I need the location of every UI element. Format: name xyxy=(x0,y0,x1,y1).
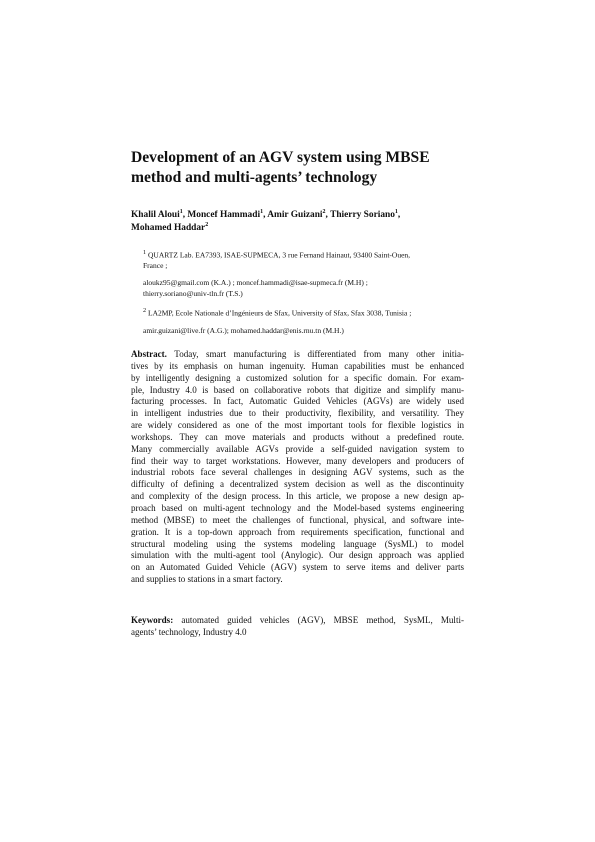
affiliation-mark: 1 xyxy=(143,249,147,256)
affiliation-line xyxy=(143,248,463,261)
author-affiliation-mark: 2 xyxy=(205,221,209,228)
keywords-line: agents’ technology, Industry 4.0 xyxy=(131,626,247,637)
keywords-label: Keywords: xyxy=(131,615,174,625)
author-name: Thierry Soriano xyxy=(330,210,395,220)
abstract-line: difficulty of defining a decentralized system decision as well as the discontinuity xyxy=(131,479,464,490)
abstract-line: structural modeling using the systems modeling language (SysML) to model xyxy=(131,538,464,549)
affiliations xyxy=(143,248,463,336)
abstract-line: method (MBSE) to meet the challenges of functional, physical, and software inte- xyxy=(131,514,464,525)
abstract-line: Many commercially available AGVs provide a self-guided navigation system to xyxy=(131,443,464,454)
abstract-line: by intelligently designing a customized solution for a specific domain. For exam- xyxy=(131,372,464,383)
keywords xyxy=(131,615,464,639)
affiliation-2-emails xyxy=(143,326,463,336)
author-name: Moncef Hammadi xyxy=(187,210,261,220)
affiliation-1-emails xyxy=(143,278,463,299)
abstract-line: on an Automated Guided Vehicle (AGV) system to serve items and deliver parts xyxy=(131,562,464,573)
author-name: Amir Guizani xyxy=(267,210,323,220)
abstract-line: simulation with the multi-agent tool (Anylogic). Our design approach was applied xyxy=(131,550,464,561)
abstract-line: and supplies to stations in a smart factory. xyxy=(131,574,283,585)
affiliation-text: LA2MP, Ecole Nationale d’Ingénieurs de Sfax, University of Sfax, Sfax 3038, Tunisia ; xyxy=(146,308,412,318)
affiliation-2 xyxy=(143,306,463,319)
title-line: Development of an AGV system using MBSE xyxy=(131,149,430,166)
author-separator: , xyxy=(397,210,401,220)
paper-title xyxy=(131,148,471,188)
email-line: aloukz95@gmail.com (K.A.) ; moncef.hammadi@isae-supmeca.fr (M.H) ; xyxy=(143,278,368,288)
abstract-line: industrial robots face several challenges in designing AGV systems, such as the xyxy=(131,467,464,478)
author-affiliation-mark: 1 xyxy=(260,208,264,215)
abstract-line: find their way to target workstations. However, many developers and producers of xyxy=(131,455,464,466)
email-line: amir.guizani@live.fr (A.G.); mohamed.haddar@enis.rnu.tn (M.H.) xyxy=(143,326,344,336)
abstract-line: proach based on multi-agent technology and the Model-based systems engineering xyxy=(131,502,464,513)
abstract-line: are widely considered as one of the most important tools for flexible logistics in xyxy=(131,420,464,431)
affiliation-line: France ; xyxy=(143,260,168,270)
abstract-line: and complexity of the design process. In this article, we propose a new design ap- xyxy=(131,491,464,502)
abstract-line: tives by its emphasis on human ingenuity. Human capabilities must be enhanced xyxy=(131,360,464,371)
author-list xyxy=(131,209,471,235)
keywords-line xyxy=(131,615,464,627)
email-line: thierry.soriano@univ-tln.fr (T.S.) xyxy=(143,288,243,298)
author-affiliation-mark: 1 xyxy=(179,208,183,215)
abstract-line: in intelligent industries due to their productivity, flexibility, and versatility. They xyxy=(131,408,464,419)
author-line xyxy=(131,222,471,235)
affiliation-1 xyxy=(143,248,463,271)
abstract-line: workshops. They can move materials and products without a predefined route. xyxy=(131,431,464,442)
author-name: Khalil Aloui xyxy=(131,210,180,220)
author-name: Mohamed Haddar xyxy=(131,223,206,233)
author-separator: , xyxy=(263,210,268,220)
abstract-line xyxy=(131,349,464,361)
affiliation-line xyxy=(143,306,463,319)
abstract-line: ple, Industry 4.0 is based on collaborative robots that digitize and simplify manu- xyxy=(131,384,464,395)
author-line xyxy=(131,209,471,222)
author-affiliation-mark: 1 xyxy=(394,208,398,215)
author-separator: , xyxy=(325,210,331,220)
author-separator: , xyxy=(182,210,188,220)
abstract-line: facturing processes. In fact, Automatic Guided Vehicles (AGVs) are widely used xyxy=(131,396,464,407)
affiliation-text: QUARTZ Lab. EA7393, ISAE-SUPMECA, 3 rue Fernand Hainaut, 93400 Saint-Ouen, xyxy=(146,250,411,260)
title-line: method and multi-agents’ technology xyxy=(131,169,378,186)
keywords-text: automated guided vehicles (AGV), MBSE method, SysML, Multi- xyxy=(173,615,464,625)
abstract-line: gration. It is a top-down approach from requirements specification, functional and xyxy=(131,526,464,537)
abstract-text: Today, smart manufacturing is differentiated from many other initia- xyxy=(166,349,464,359)
abstract xyxy=(131,349,464,586)
affiliation-mark: 2 xyxy=(143,307,147,315)
author-affiliation-mark: 2 xyxy=(322,208,326,215)
abstract-label: Abstract. xyxy=(131,349,167,359)
